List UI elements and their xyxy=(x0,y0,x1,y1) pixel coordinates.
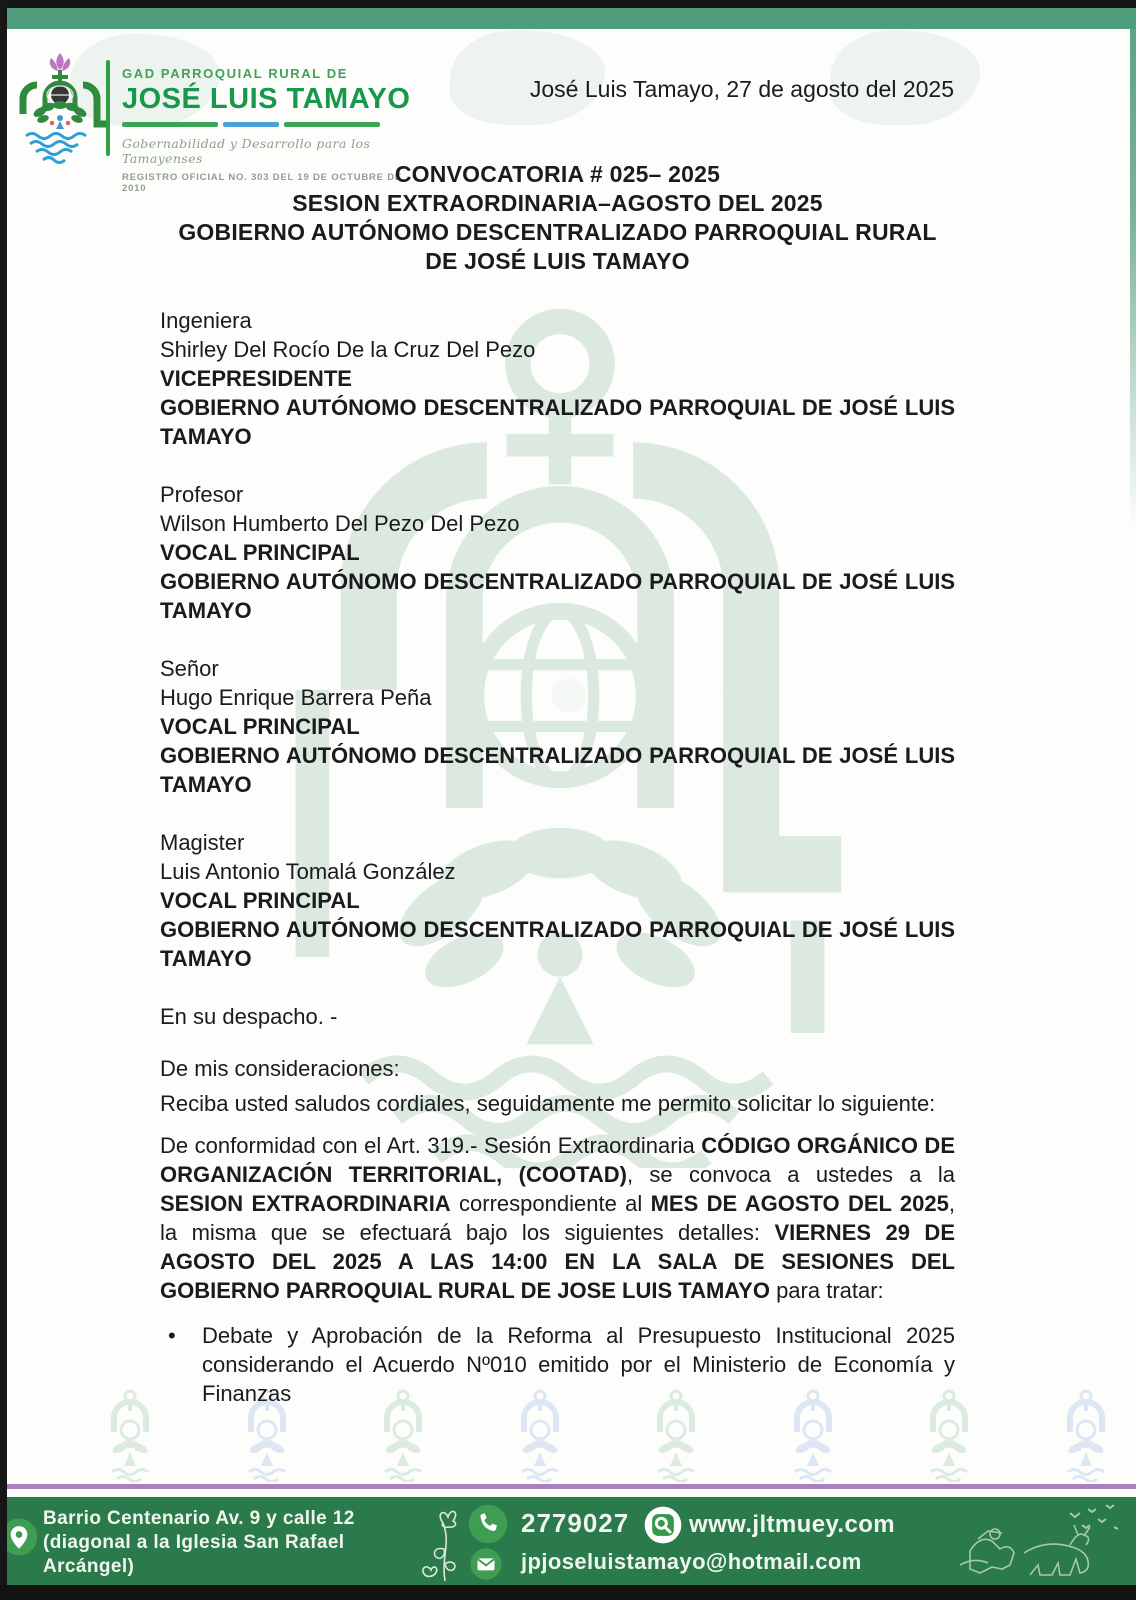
recipient-salutation: Magister xyxy=(160,830,245,855)
letter-title xyxy=(160,160,955,276)
logo-underline xyxy=(122,122,380,127)
logo-org-name: JOSÉ LUIS TAMAYO xyxy=(122,83,411,115)
website-search-icon xyxy=(643,1505,683,1550)
logo-org-type: GAD PARROQUIAL RURAL DE xyxy=(122,66,349,81)
title-line-3: GOBIERNO AUTÓNOMO DESCENTRALIZADO PARROQUIAL RURAL DE JOSÉ LUIS TAMAYO xyxy=(178,219,937,274)
recipient-name: Luis Antonio Tomalá González xyxy=(160,859,456,884)
footer-purple-rule xyxy=(7,1484,1136,1489)
recipient-role: VOCAL PRINCIPAL xyxy=(160,540,360,565)
letter-date: José Luis Tamayo, 27 de agosto del 2025 xyxy=(529,76,954,102)
scan-edge-bottom xyxy=(0,1585,1136,1600)
logo-registro: REGISTRO OFICIAL NO. 303 DEL 19 DE OCTUBRE DE 2010 xyxy=(122,172,403,194)
recipient-block xyxy=(160,654,955,799)
convocation-paragraph: De conformidad con el Art. 319.- Sesión Extraordinaria CÓDIGO ORGÁNICO DE ORGANIZACIÓN TERRITORIAL, (COOTAD), se convoca a ustedes a la SESION EXTRAORDINARIA correspondiente al MES DE AGOSTO DEL 2025, la misma que se efectuará bajo los siguientes detalles: VIERNES 29 DE AGOSTO DEL 2025 A LAS 14:00 EN LA SALA DE SESIONES DEL GOBIERNO PARROQUIAL RURAL DE JOSE LUIS TAMAYO para tratar: xyxy=(160,1133,955,1303)
footer-phone: 2779027 xyxy=(521,1508,630,1538)
flower-decoration xyxy=(415,1497,467,1588)
recipient-name: Shirley Del Rocío De la Cruz Del Pezo xyxy=(160,337,536,362)
consideraciones-line: De mis consideraciones: xyxy=(160,1056,400,1081)
recipient-role: VICEPRESIDENTE xyxy=(160,366,352,391)
recipient-name: Wilson Humberto Del Pezo Del Pezo xyxy=(160,511,520,536)
recipient-salutation: Profesor xyxy=(160,482,244,507)
agenda-item xyxy=(160,1321,955,1408)
title-line-1: CONVOCATORIA # 025– 2025 xyxy=(394,161,721,187)
scan-edge-top xyxy=(0,0,1136,8)
page-top-green-bar xyxy=(7,8,1136,29)
recipient-role: VOCAL PRINCIPAL xyxy=(160,888,360,913)
recipient-salutation: Ingeniera xyxy=(160,308,252,333)
letter-body xyxy=(160,160,955,1408)
phone-icon xyxy=(467,1503,509,1550)
recipient-list xyxy=(160,306,955,973)
recipient-org: GOBIERNO AUTÓNOMO DESCENTRALIZADO PARROQUIAL DE JOSÉ LUIS TAMAYO xyxy=(160,395,955,449)
scan-edge-left xyxy=(0,0,7,1600)
saludo-line: Reciba usted saludos cordiales, seguidamente me permito solicitar lo siguiente: xyxy=(160,1091,936,1116)
bullet-icon: • xyxy=(168,1323,176,1348)
despacho-line: En su despacho. - xyxy=(160,1004,338,1029)
donkey-scene-decoration xyxy=(874,1499,1124,1586)
footer-website: www.jltmuey.com xyxy=(689,1511,896,1538)
recipient-org: GOBIERNO AUTÓNOMO DESCENTRALIZADO PARROQUIAL DE JOSÉ LUIS TAMAYO xyxy=(160,743,955,797)
recipient-name: Hugo Enrique Barrera Peña xyxy=(160,685,432,710)
logo-separator xyxy=(106,60,110,156)
footer-contact-bar xyxy=(7,1497,1136,1585)
footer-address: Barrio Centenario Av. 9 y calle 12 (diagonal a la Iglesia San Rafael Arcángel) xyxy=(43,1508,355,1577)
parish-crest-logo xyxy=(10,50,110,173)
title-line-2: SESION EXTRAORDINARIA–AGOSTO DEL 2025 xyxy=(292,190,823,216)
recipient-salutation: Señor xyxy=(160,656,219,681)
logo-slogan: Gobernabilidad y Desarrollo para los Tamayenses xyxy=(122,136,371,166)
recipient-org: GOBIERNO AUTÓNOMO DESCENTRALIZADO PARROQUIAL DE JOSÉ LUIS TAMAYO xyxy=(160,569,955,623)
email-icon xyxy=(469,1547,503,1586)
page-right-green-edge xyxy=(1130,8,1136,528)
recipient-role: VOCAL PRINCIPAL xyxy=(160,714,360,739)
recipient-block xyxy=(160,480,955,625)
recipient-org: GOBIERNO AUTÓNOMO DESCENTRALIZADO PARROQUIAL DE JOSÉ LUIS TAMAYO xyxy=(160,917,955,971)
recipient-block xyxy=(160,828,955,973)
footer-email: jpjoseluistamayo@hotmail.com xyxy=(521,1549,862,1574)
agenda-item-text: Debate y Aprobación de la Reforma al Presupuesto Institucional 2025 considerando el Acuerdo Nº010 emitido por el Ministerio de Economía y Finanzas xyxy=(202,1323,955,1406)
recipient-block xyxy=(160,306,955,451)
